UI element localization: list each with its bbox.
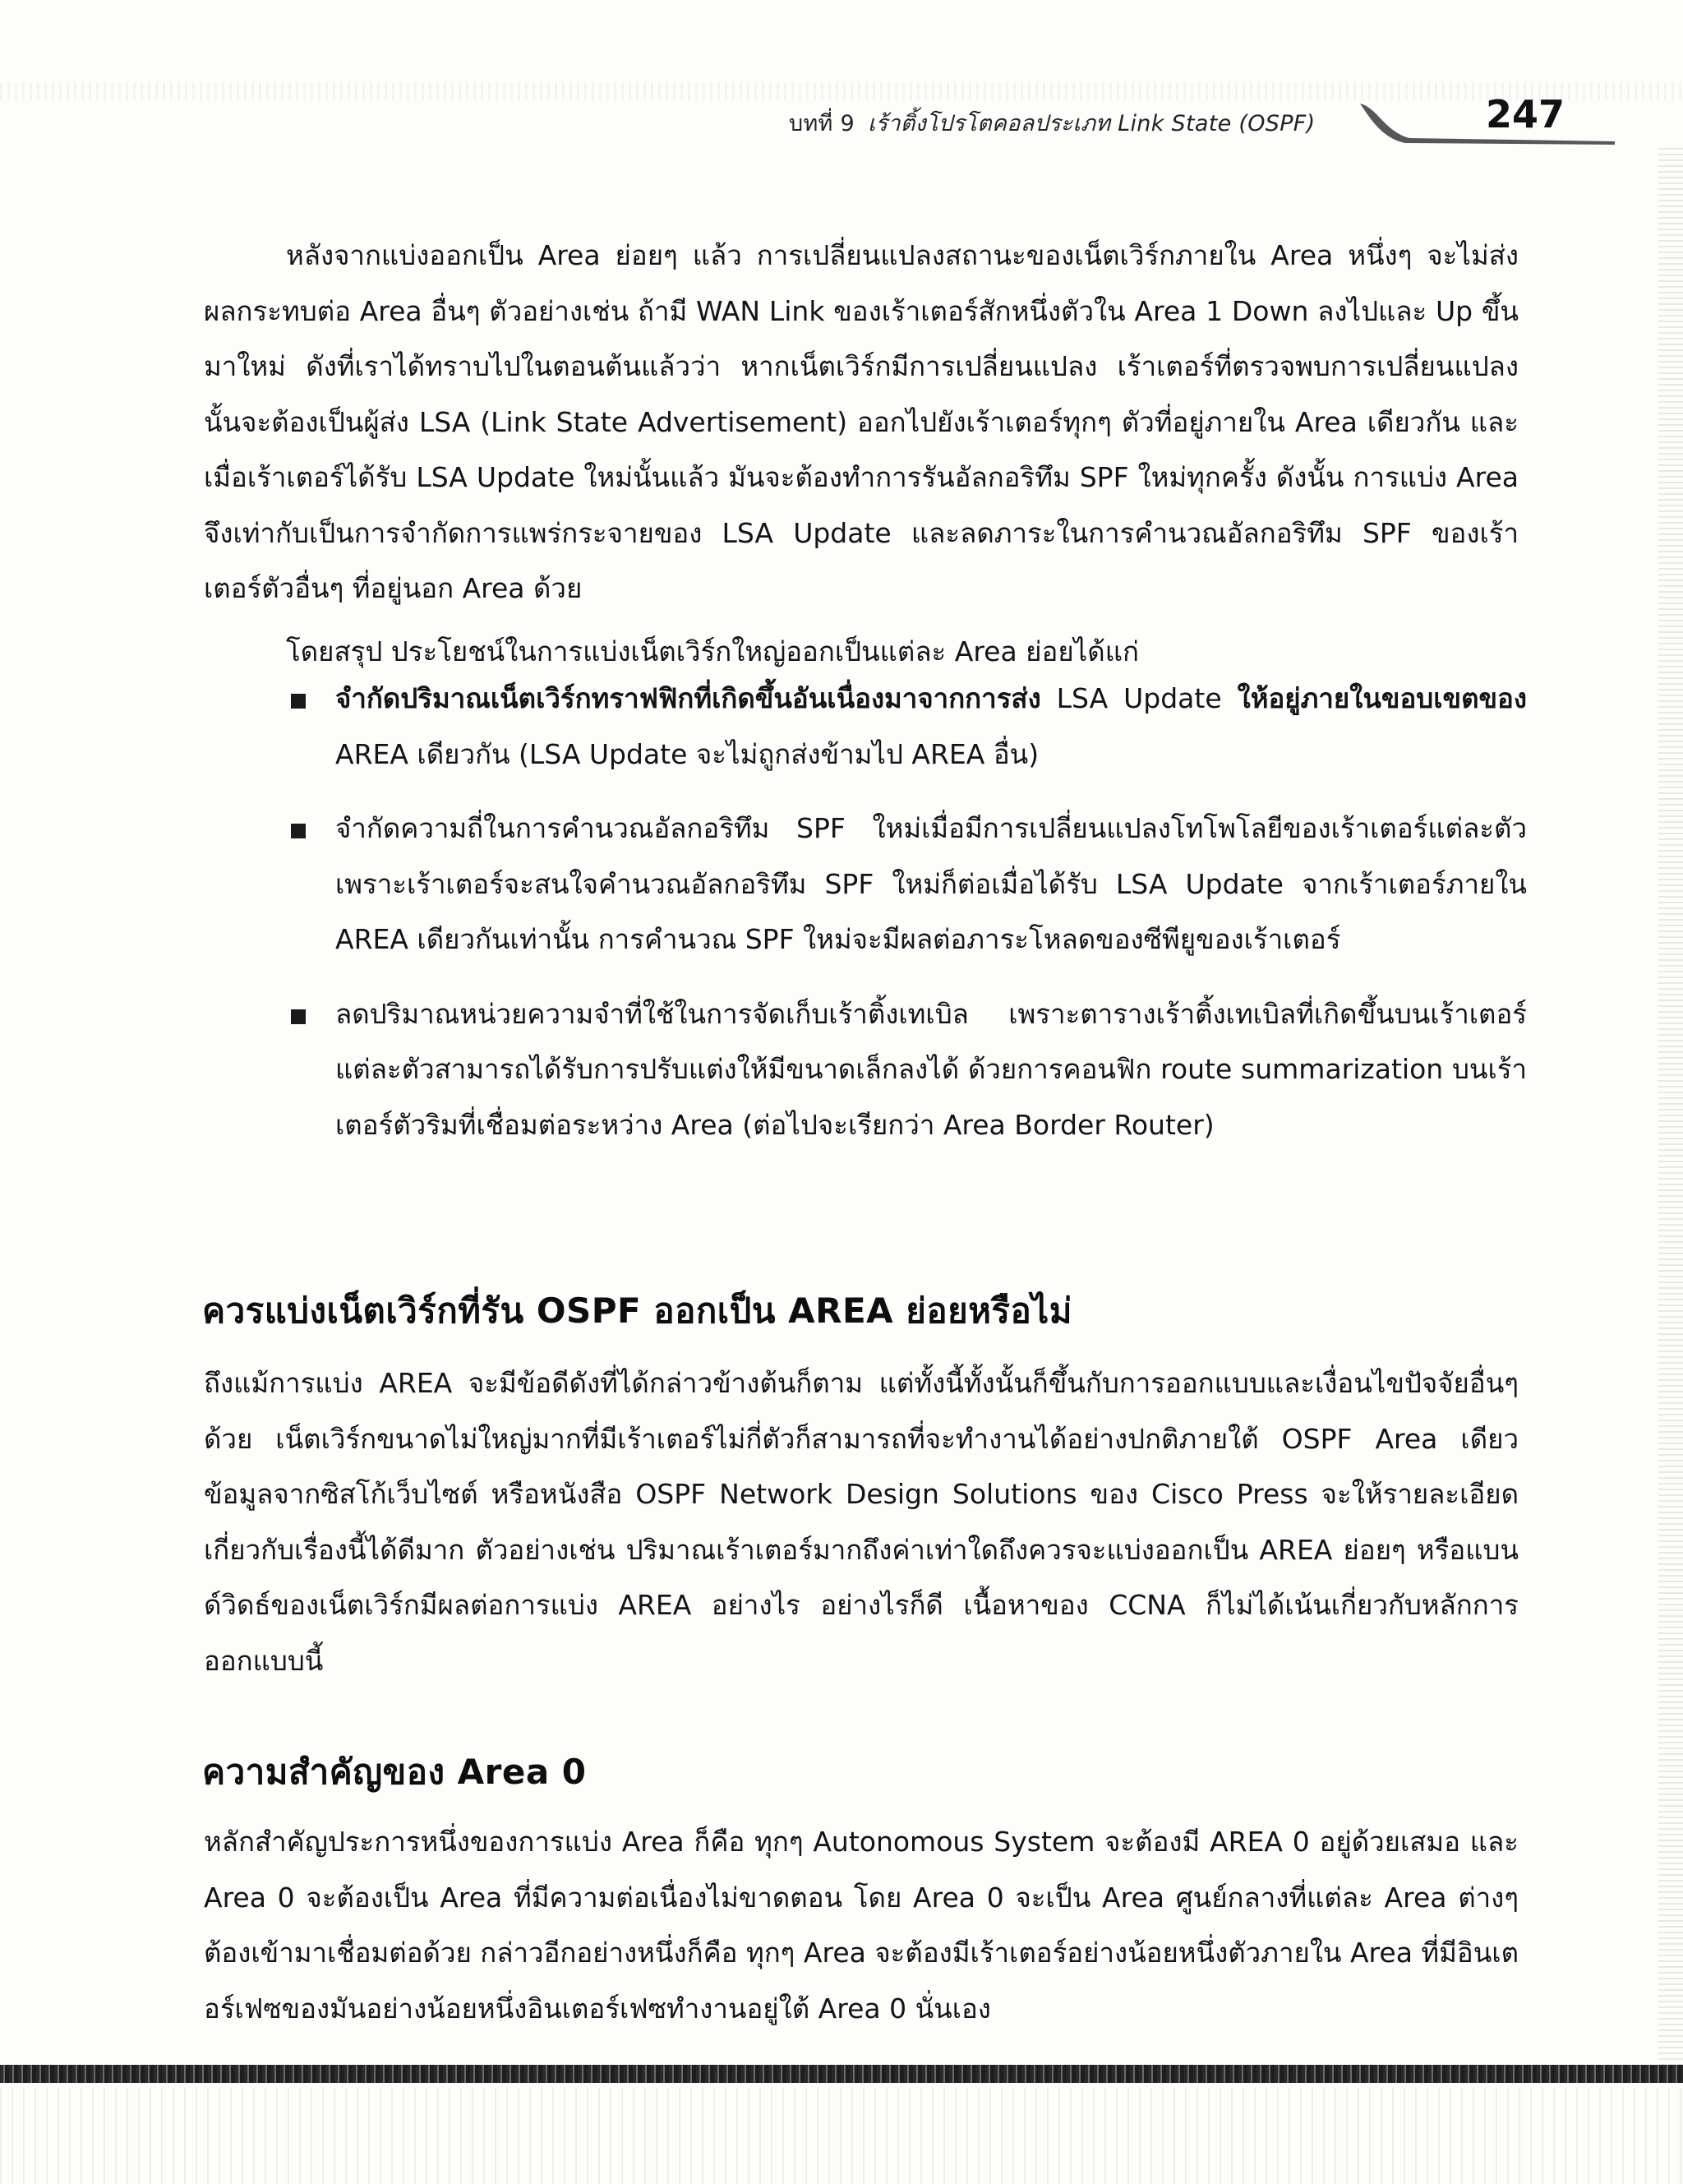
- section-heading-area-zero: ความสำคัญของ Area 0: [202, 1751, 587, 1792]
- square-bullet-icon: [291, 824, 306, 838]
- square-bullet-icon: [291, 694, 306, 709]
- paragraph-benefits-intro: โดยสรุป ประโยชน์ในการแบ่งเน็ตเวิร์กใหญ่ออกเป็นแต่ละ Area ย่อยได้แก่: [286, 635, 1139, 667]
- page-number: 247: [1486, 92, 1565, 136]
- bullet-text: AREA เดียวกัน (LSA Update จะไม่ถูกส่งข้ามไป AREA อื่น): [335, 737, 1040, 770]
- scan-bottom-band: [0, 2065, 1683, 2083]
- chapter-label: บทที่ 9: [789, 111, 855, 136]
- bullet-text: จำกัดความถี่ในการคำนวณอัลกอริทึม SPF ใหม่เมื่อมีการเปลี่ยนแปลงโทโพโลยีของเร้าเตอร์แต่ละตัว เพราะเร้าเตอร์จะสนใจคำนวณอัลกอริทึม SPF ใหม่ก็ต่อเมื่อได้รับ LSA Update จากเร้าเตอร์ภายใน AREA เดียวกันเท่านั้น การคำนวณ SPF ใหม่จะมีผลต่อภาระโหลดของซีพียูของเร้าเตอร์: [335, 812, 1527, 955]
- scan-noise-top: [0, 82, 1683, 100]
- scan-noise-right-edge: [1658, 148, 1683, 2080]
- square-bullet-icon: [291, 1009, 306, 1024]
- paragraph-area-zero: หลักสำคัญประการหนึ่งของการแบ่ง Area ก็คือ ทุกๆ Autonomous System จะต้องมี AREA 0 อยู่ด้วยเสมอ และ Area 0 จะต้องเป็น Area ที่มีความต่อเนื่องไม่ขาดตอน โดย Area 0 จะเป็น Area ศูนย์กลางที่แต่ละ Area ต่างๆ ต้องเข้ามาเชื่อมต่อด้วย กล่าวอีกอย่างหนึ่งก็คือ ทุกๆ Area จะต้องมีเร้าเตอร์อย่างน้อยหนึ่งตัวภายใน Area ที่มีอินเตอร์เฟซของมันอย่างน้อยหนึ่งอินเตอร์เฟซทำงานอยู่ใต้ Area 0 นั่นเอง: [204, 1826, 1519, 2025]
- paragraph-should-split: ถึงแม้การแบ่ง AREA จะมีข้อดีดังที่ได้กล่าวข้างต้นก็ตาม แต่ทั้งนี้ทั้งนั้นก็ขึ้นกับการออกแบบและเงื่อนไขปัจจัยอื่นๆ ด้วย เน็ตเวิร์กขนาดไม่ใหญ่มากที่มีเร้าเตอร์ไม่กี่ตัวก็สามารถที่จะทำงานได้อย่างปกติภายใต้ OSPF Area เดียว ข้อมูลจากซิสโก้เว็บไซต์ หรือหนังสือ OSPF Network Design Solutions ของ Cisco Press จะให้รายละเอียดเกี่ยวกับเรื่องนี้ได้ดีมาก ตัวอย่างเช่น ปริมาณเร้าเตอร์มากถึงค่าเท่าใดถึงควรจะแบ่งออกเป็น AREA ย่อยๆ หรือแบนด์วิดธ์ของเน็ตเวิร์กมีผลต่อการแบ่ง AREA อย่างไร อย่างไรก็ดี เนื้อหาของ CCNA ก็ไม่ได้เน้นเกี่ยวกับหลักการออกแบบนี้: [204, 1367, 1519, 1677]
- bullet-text: ลดปริมาณหน่วยความจำที่ใช้ในการจัดเก็บเร้าติ้งเทเบิล เพราะตารางเร้าติ้งเทเบิลที่เกิดขึ้นบนเร้าเตอร์แต่ละตัวสามารถได้รับการปรับแต่งให้มีขนาดเล็กลงได้ ด้วยการคอนฟิก route summarization บนเร้าเตอร์ตัวริมที่เชื่อมต่อระหว่าง Area (ต่อไปจะเรียกว่า Area Border Router): [335, 997, 1527, 1141]
- paragraph-area-changes: หลังจากแบ่งออกเป็น Area ย่อยๆ แล้ว การเปลี่ยนแปลงสถานะของเน็ตเวิร์กภายใน Area หนึ่งๆ จะไม่ส่งผลกระทบต่อ Area อื่นๆ ตัวอย่างเช่น ถ้ามี WAN Link ของเร้าเตอร์สักหนึ่งตัวใน Area 1 Down ลงไปและ Up ขึ้นมาใหม่ ดังที่เราได้ทราบไปในตอนต้นแล้วว่า หากเน็ตเวิร์กมีการเปลี่ยนแปลง เร้าเตอร์ที่ตรวจพบการเปลี่ยนแปลงนั้นจะต้องเป็นผู้ส่ง LSA (Link State Advertisement) ออกไปยังเร้าเตอร์ทุกๆ ตัวที่อยู่ภายใน Area เดียวกัน และเมื่อเร้าเตอร์ได้รับ LSA Update ใหม่นั้นแล้ว มันจะต้องทำการรันอัลกอริทึม SPF ใหม่ทุกครั้ง ดังนั้น การแบ่ง Area จึงเท่ากับเป็นการจำกัดการแพร่กระจายของ LSA Update และลดภาระในการคำนวณอัลกอริทึม SPF ของเร้าเตอร์ตัวอื่นๆ ที่อยู่นอก Area ด้วย: [204, 239, 1519, 604]
- section-heading-should-split: ควรแบ่งเน็ตเวิร์กที่รัน OSPF ออกเป็น AREA ย่อยหรือไม่: [202, 1290, 1072, 1331]
- list-item: [286, 671, 1527, 782]
- bullet-text: LSA Update: [1040, 682, 1238, 714]
- scan-noise-bottom: [0, 2088, 1683, 2184]
- list-item: [286, 986, 1527, 1153]
- benefits-list: [286, 671, 1527, 1171]
- chapter-title: เร้าติ้งโปรโตคอลประเภท Link State (OSPF): [868, 111, 1316, 136]
- running-header: [789, 105, 1315, 141]
- bullet-bold-text: จำกัดปริมาณเน็ตเวิร์กทราฟฟิกที่เกิดขึ้นอันเนื่องมาจากการส่ง: [335, 682, 1041, 714]
- bullet-bold-text: ให้อยู่ภายในขอบเขตของ: [1237, 682, 1527, 714]
- list-item: [286, 801, 1527, 967]
